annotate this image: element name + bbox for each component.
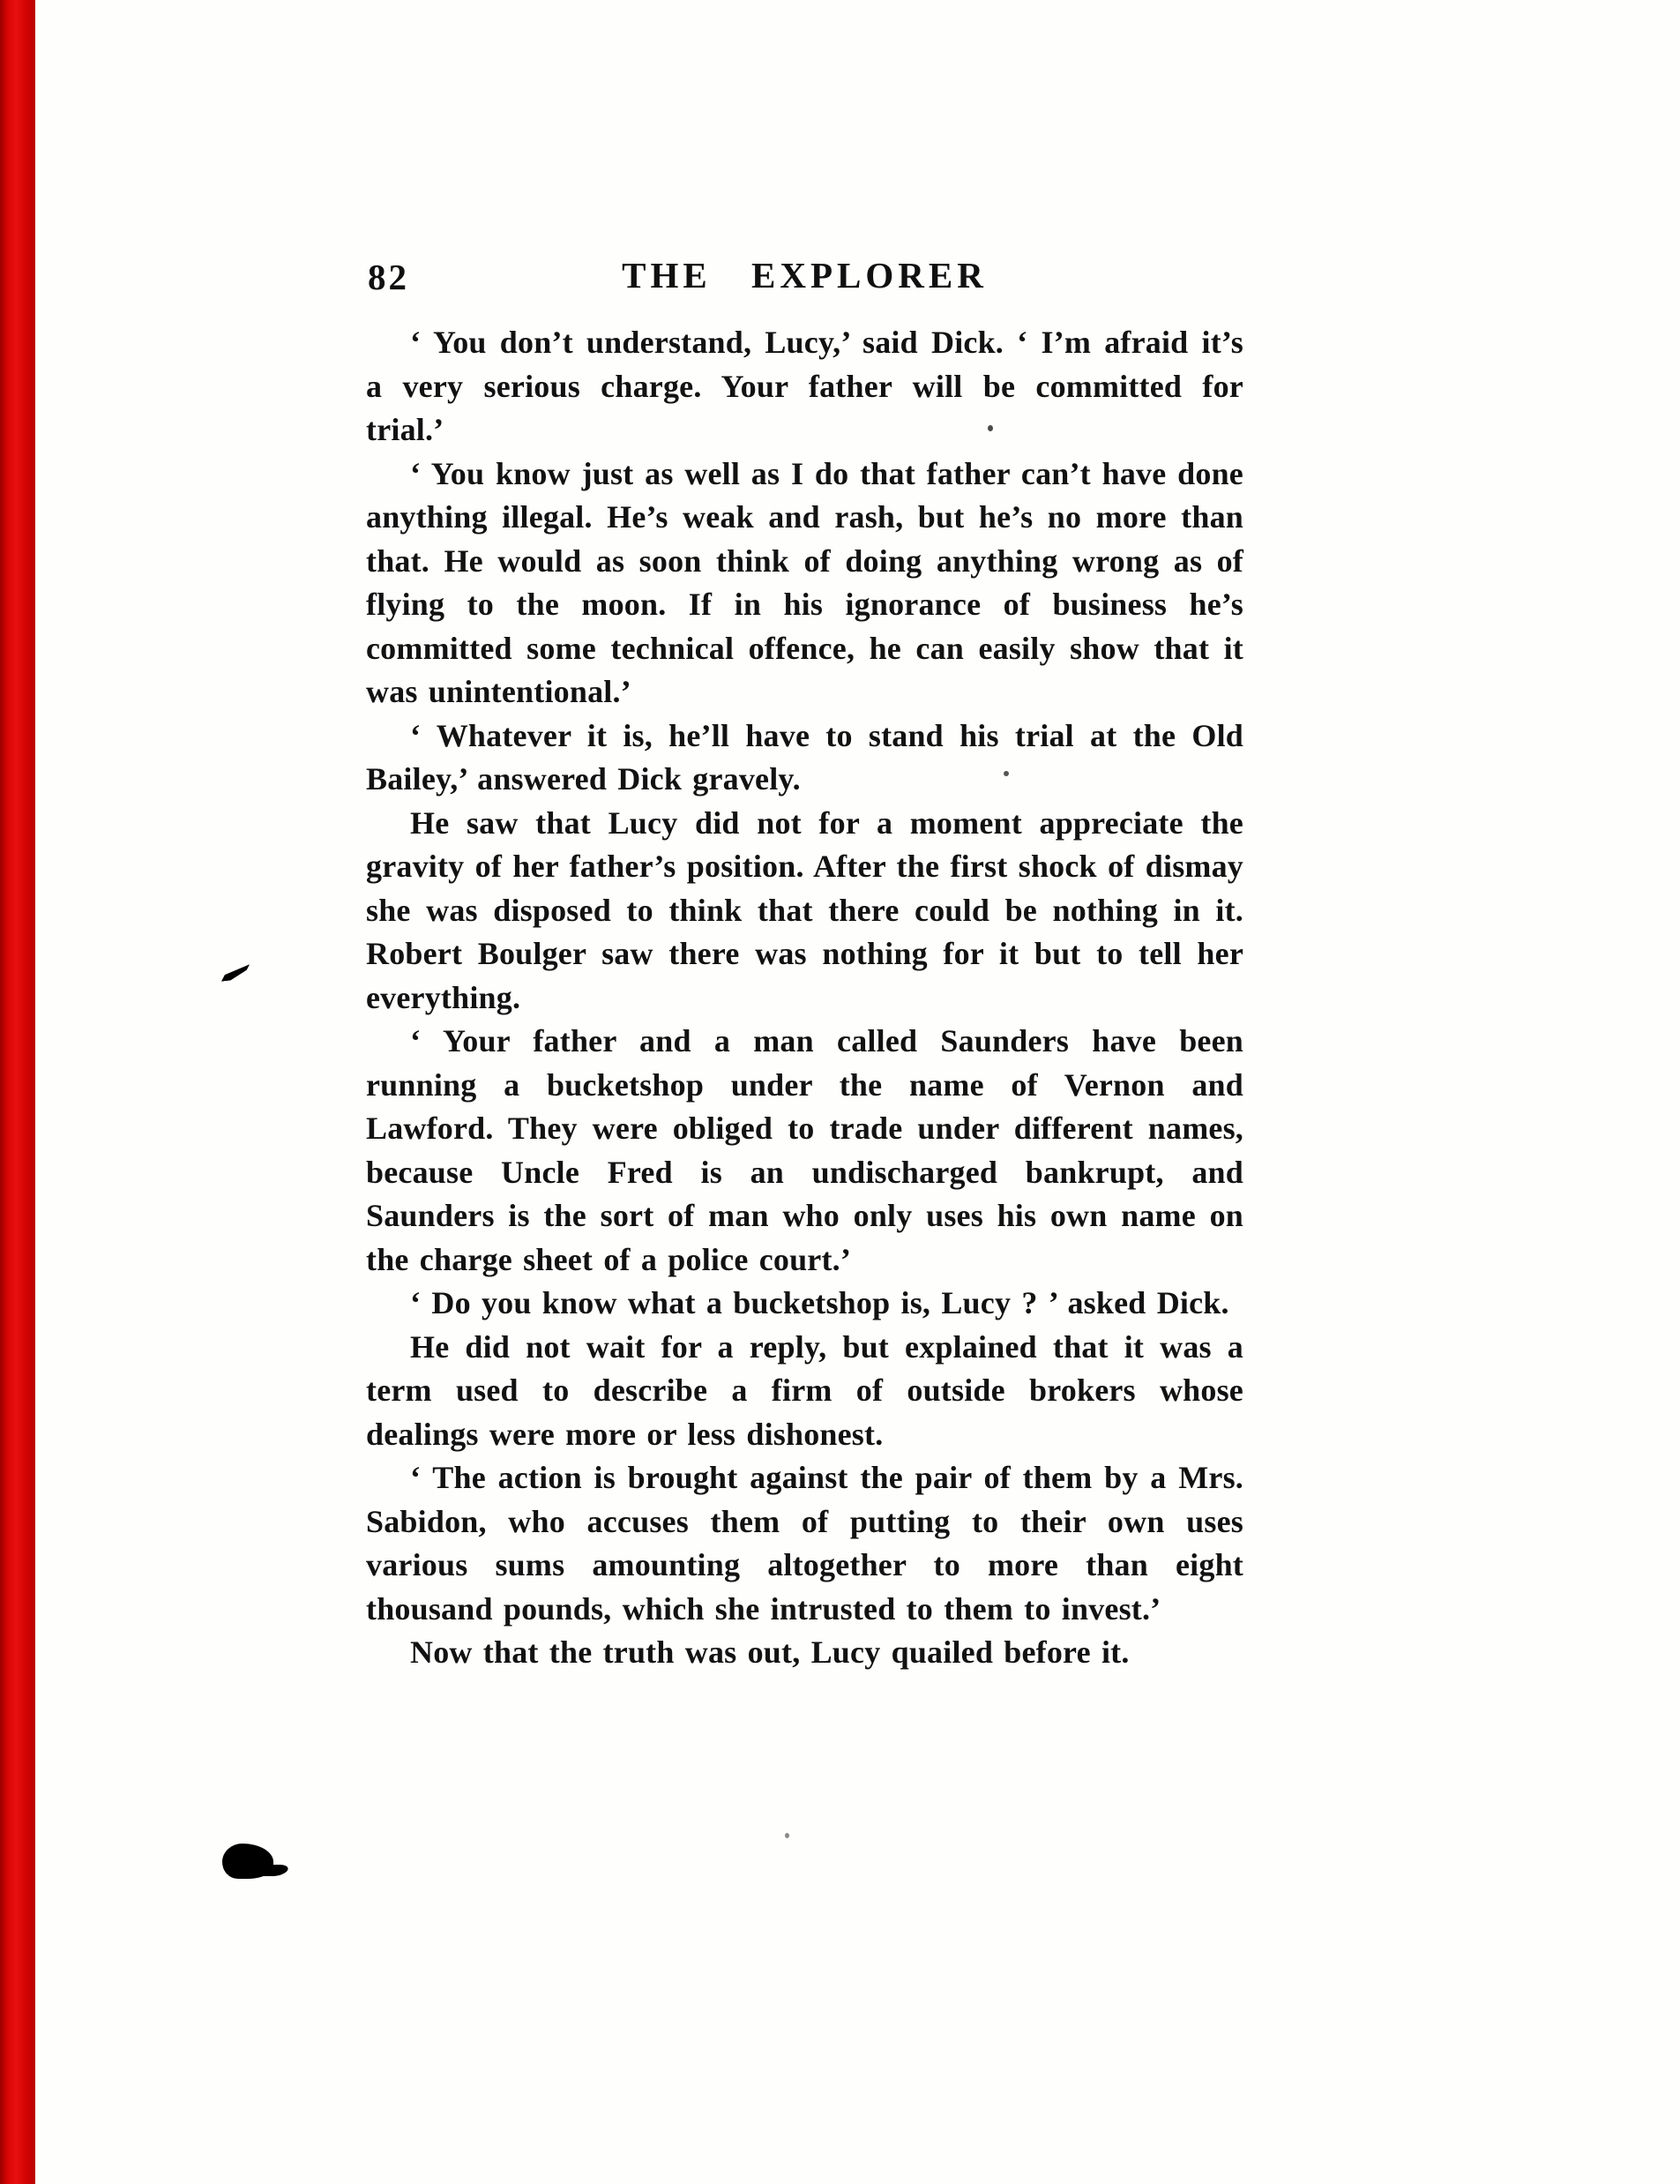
- ink-speck: [1004, 771, 1009, 776]
- ink-blot: [222, 1844, 273, 1879]
- page-header: [366, 254, 1243, 309]
- paragraph: He did not wait for a reply, but explained that it was a term used to describe a firm of outside brokers whose dealings were more or less dishonest.: [366, 1328, 1243, 1452]
- page-body: [366, 254, 1243, 1675]
- paragraph: ‘ You don’t understand, Lucy,’ said Dick. ‘ I’m afraid it’s a very serious charge. Your father will be committed for trial.’: [366, 325, 1243, 447]
- paragraph: He saw that Lucy did not for a moment appreciate the gravity of her father’s position. After the first shock of dismay she was disposed to think that there could be nothing in it. Robert Boulger saw there was nothing for it but to tell her everything.: [366, 804, 1243, 1015]
- ink-speck: [988, 425, 993, 431]
- body-text: [366, 321, 1243, 1675]
- paragraph: ‘ Do you know what a bucketshop is, Lucy ? ’ asked Dick.: [410, 1285, 1229, 1320]
- ink-speck: [785, 1833, 789, 1838]
- page-number: 82: [368, 257, 409, 297]
- paragraph: ‘ Your father and a man called Saunders have been running a bucketshop under the name of Vernon and Lawford. They were obliged to trade under different names, because Uncle Fred is an undischarged bankrupt, and Saunders is the sort of man who only uses his own name on the charge sheet of a police court.’: [366, 1023, 1243, 1277]
- scan-edge-strip: [0, 0, 35, 2184]
- paragraph: Now that the truth was out, Lucy quailed before it.: [410, 1634, 1130, 1670]
- paragraph: ‘ Whatever it is, he’ll have to stand his trial at the Old Bailey,’ answered Dick gravely.: [366, 717, 1243, 797]
- margin-pen-mark: [220, 964, 250, 981]
- paragraph: ‘ The action is brought against the pair of them by a Mrs. Sabidon, who accuses them of putting to their own uses various sums amounting altogether to more than eight thousand pounds, which she intrusted to them to invest.’: [366, 1460, 1243, 1627]
- paragraph: ‘ You know just as well as I do that father can’t have done anything illegal. He’s weak and rash, but he’s no more than that. He would as soon think of doing anything wrong as of flying to the moon. If in his ignorance of business he’s committed some technical offence, he can easily show that it was unintentional.’: [366, 455, 1243, 709]
- running-title: THE EXPLORER: [622, 255, 988, 295]
